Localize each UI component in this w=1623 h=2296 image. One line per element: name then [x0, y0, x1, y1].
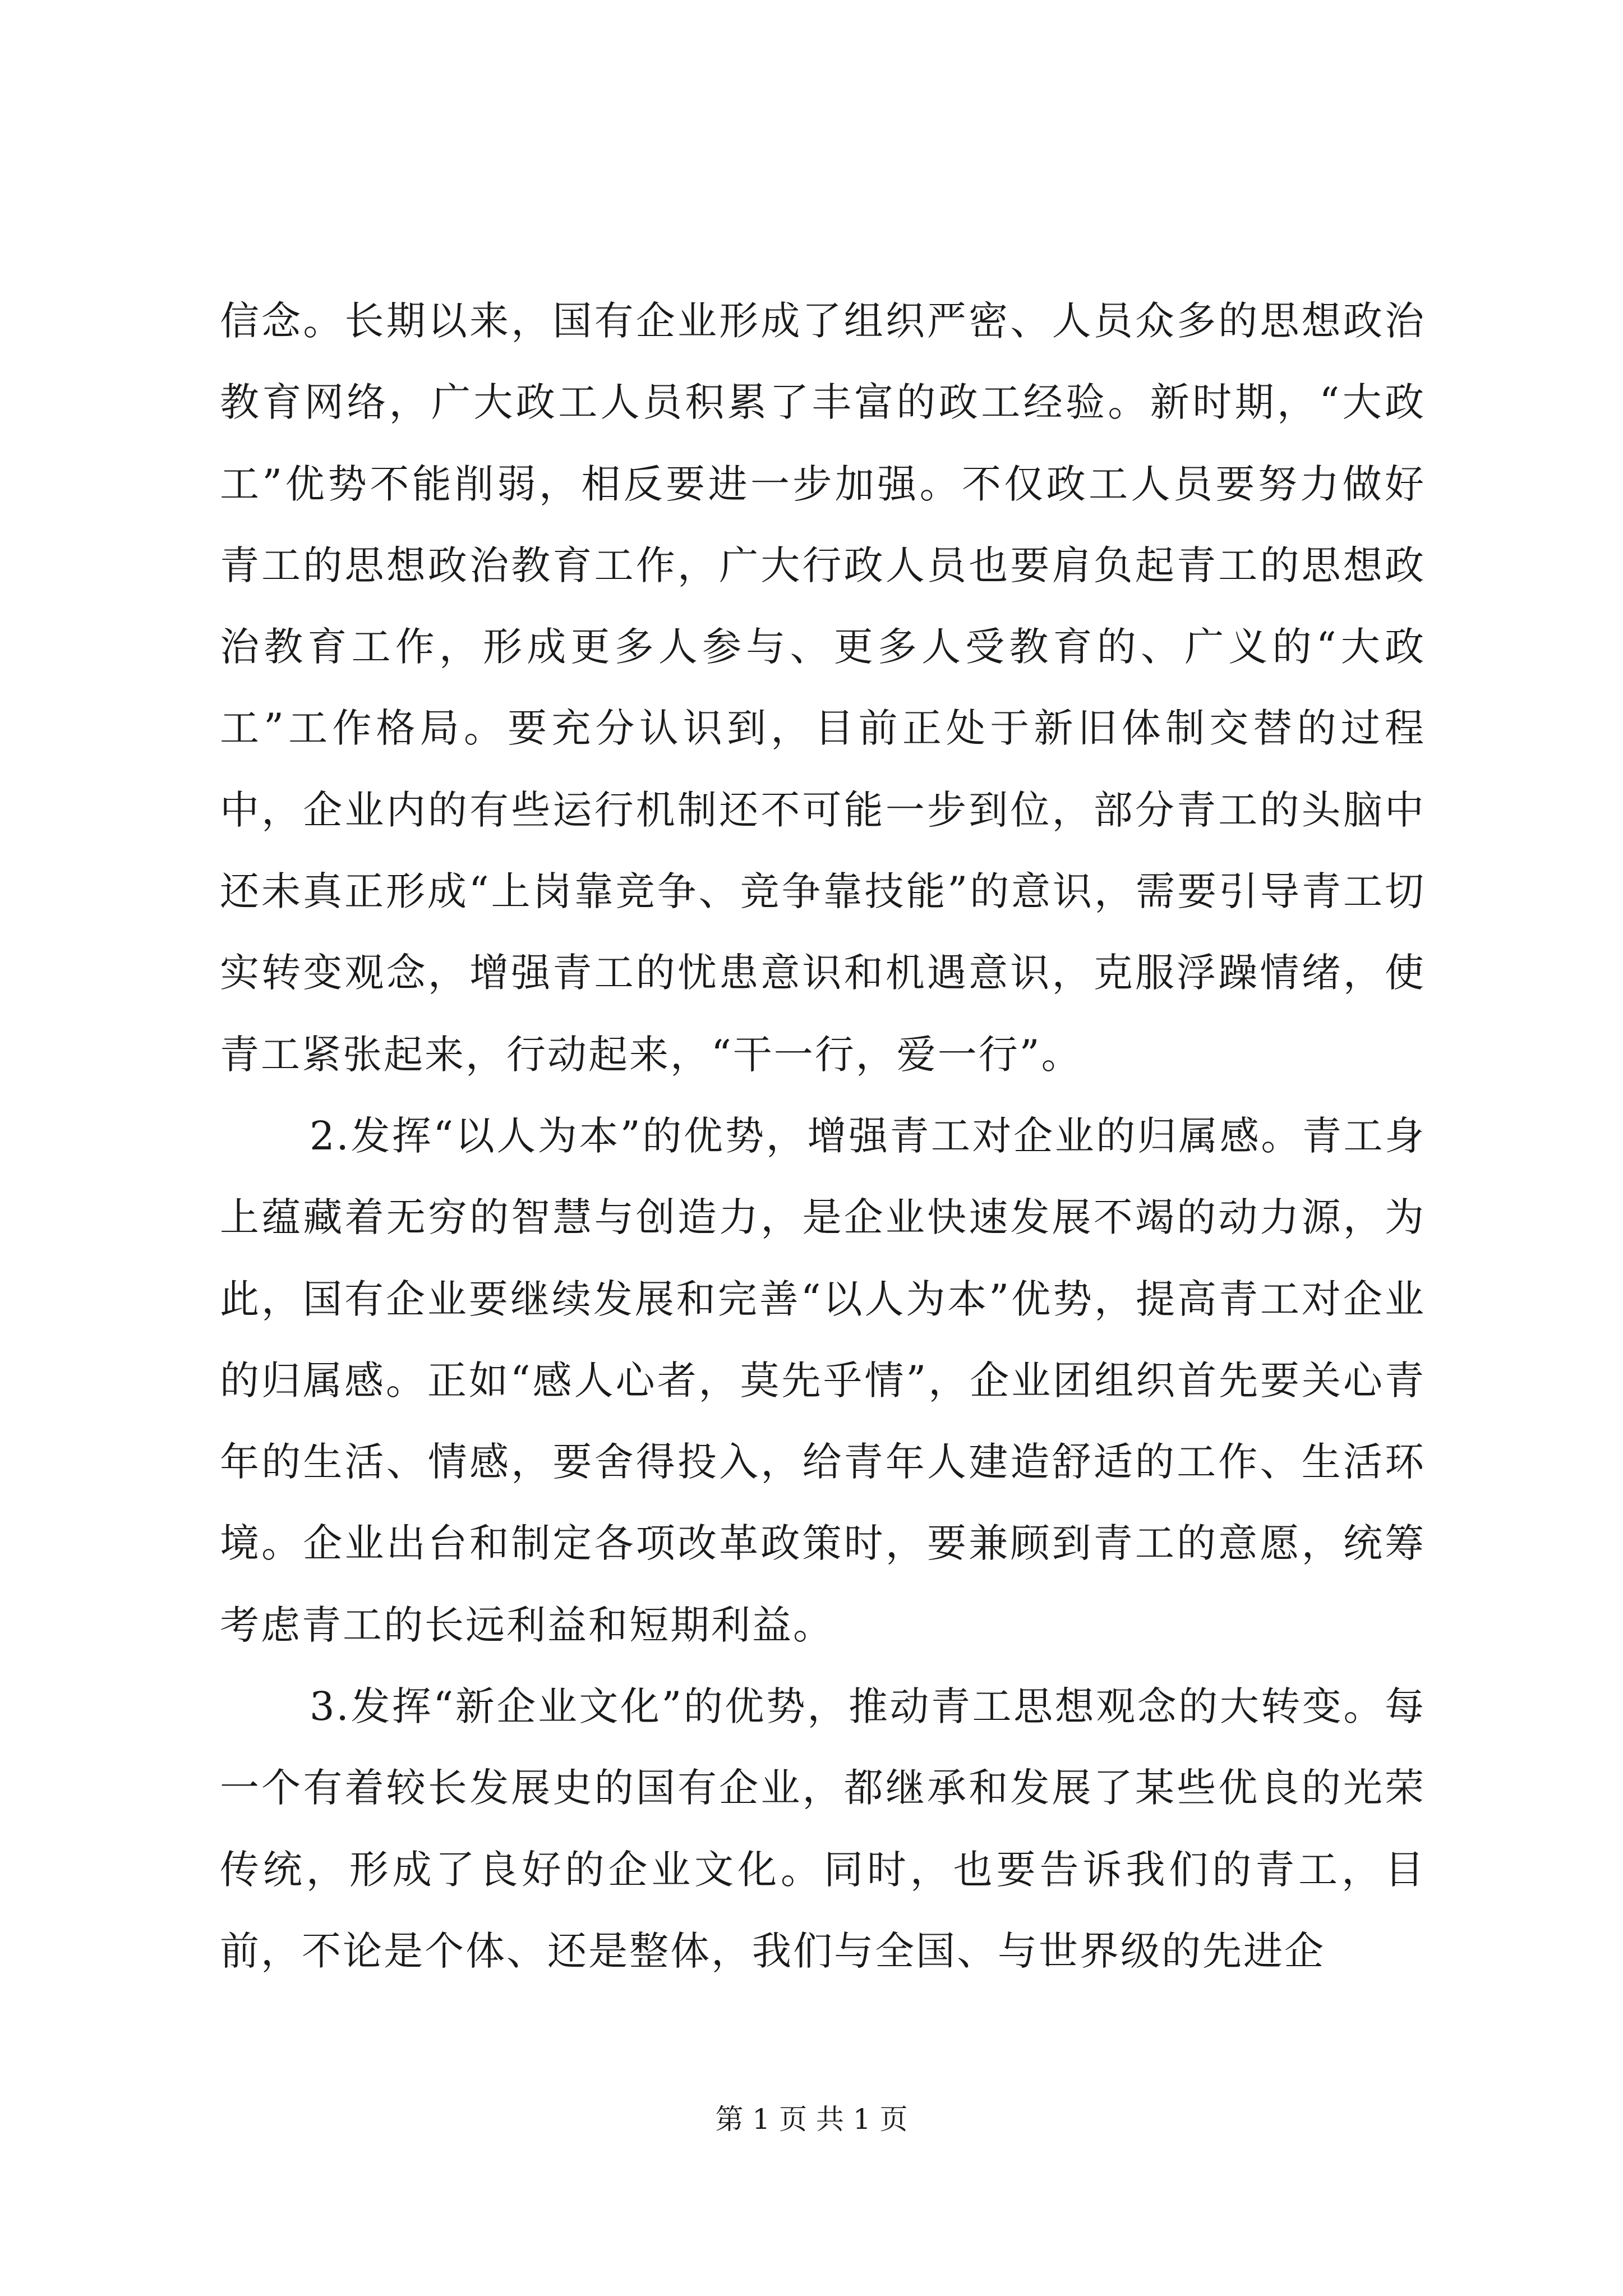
paragraph-point-3: 3.发挥“新企业文化”的优势，推动青工思想观念的大转变。每一个有着较长发展史的国有企业，都继承和发展了某些优良的光荣传统，形成了良好的企业文化。同时，也要告诉我们的青工，目前，不论是个体、还是整体，我们与全国、与世界级的先进企	[220, 1683, 1426, 1974]
page-footer	[0, 2102, 1623, 2136]
paragraph-continuation: 信念。长期以来，国有企业形成了组织严密、人员众多的思想政治教育网络，广大政工人员积累了丰富的政工经验。新时期，“大政工”优势不能削弱，相反要进一步加强。不仅政工人员要努力做好青工的思想政治教育工作，广大行政人员也要肩负起青工的思想政治教育工作，形成更多人参与、更多人受教育的、广义的“大政工”工作格局。要充分认识到，目前正处于新旧体制交替的过程中，企业内的有些运行机制还不可能一步到位，部分青工的头脑中还未真正形成“上岗靠竞争、竞争靠技能”的意识，需要引导青工切实转变观念，增强青工的忧患意识和机遇意识，克服浮躁情绪，使青工紧张起来，行动起来，“干一行，爱一行”。	[220, 298, 1426, 1078]
paragraph-point-2: 2.发挥“以人为本”的优势，增强青工对企业的归属感。青工身上蕴藏着无穷的智慧与创造力，是企业快速发展不竭的动力源，为此，国有企业要继续发展和完善“以人为本”优势，提高青工对企业的归属感。正如“感人心者，莫先乎情”，企业团组织首先要关心青年的生活、情感，要舍得投入，给青年人建造舒适的工作、生活环境。企业出台和制定各项改革政策时，要兼顾到青工的意愿，统筹考虑青工的长远利益和短期利益。	[220, 1112, 1426, 1648]
page-number-label: 第 1 页 共 1 页	[715, 2103, 908, 2136]
body-text	[220, 280, 1426, 1992]
